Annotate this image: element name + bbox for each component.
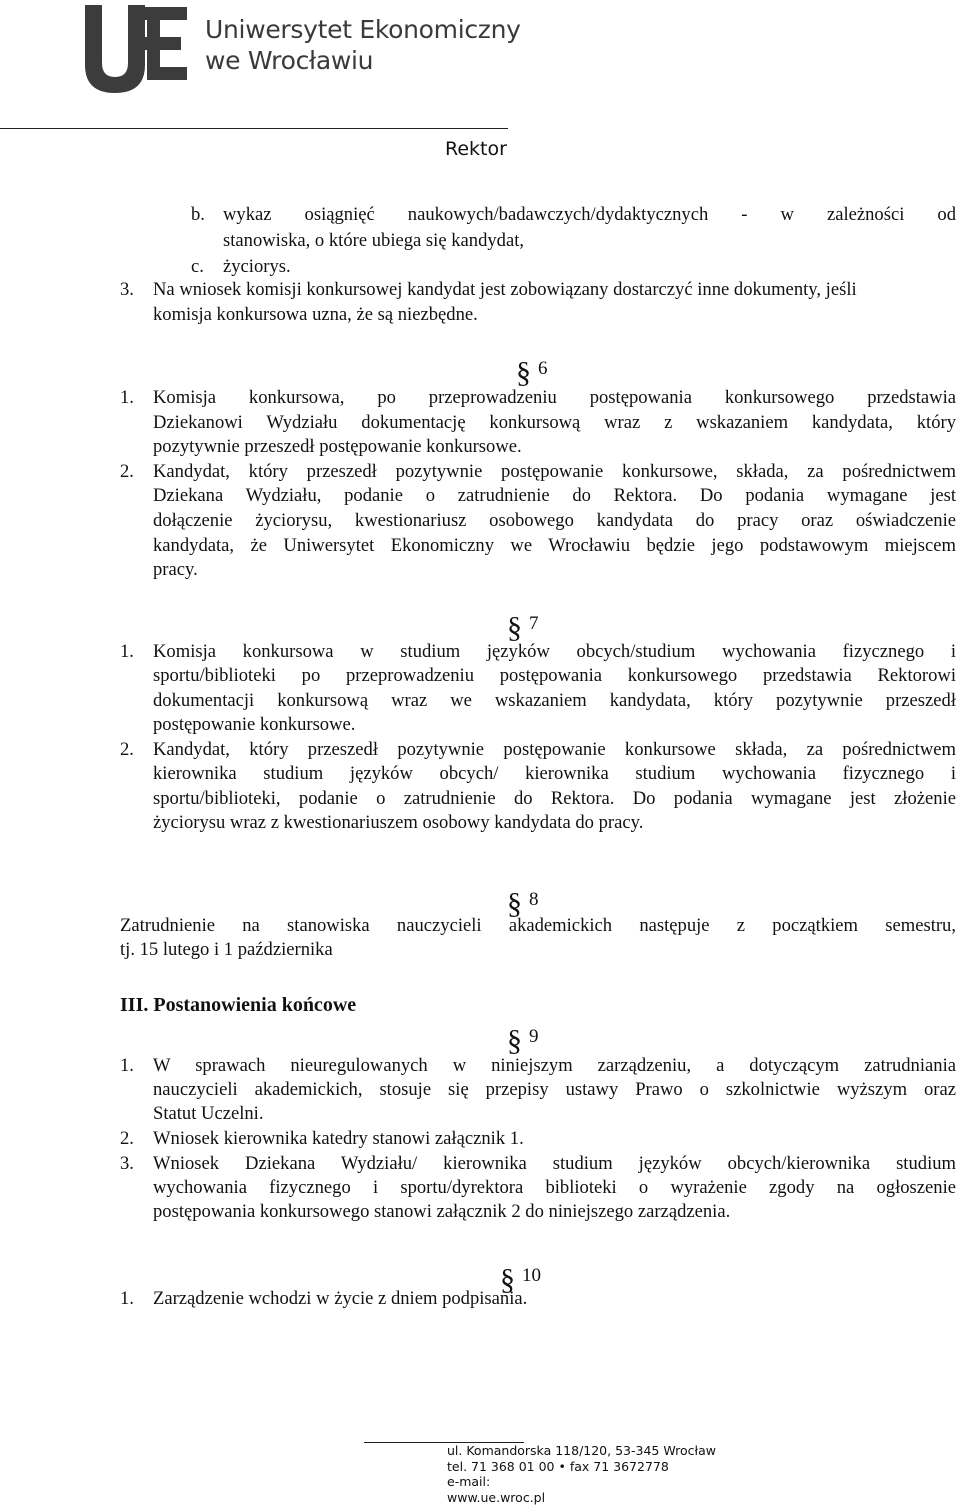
s6-para-2-marker: 2. [120,461,134,482]
s9-para-3-line2: wychowania fizycznego i sportu/dyrektora biblioteki o wyrażenie zgody na ogłoszenie [153,1177,956,1198]
s7-para-2-marker: 2. [120,739,134,760]
footer-email-label: e-mail: [447,1474,491,1489]
s9-para-1-line2: nauczycieli akademickich, stosuje się przepisy ustawy Prawo o szkolnictwie wyższym oraz [153,1079,956,1100]
footer-website: www.ue.wroc.pl [447,1489,546,1505]
s9-para-3-line1: Wniosek Dziekana Wydziału/ kierownika studium języków obcych/kierownika studium [153,1153,956,1174]
university-name [205,14,521,76]
section-6-number: 6 [538,358,548,379]
s8-line1: Zatrudnienie na stanowiska nauczycieli akademickich następuje z początkiem semestru, [120,915,956,936]
s9-para-1-line3: Statut Uczelni. [153,1103,264,1124]
header-divider [0,128,508,129]
section-heading: III. Postanowienia końcowe [120,994,357,1016]
s7-para-2-line2: kierownika studium języków obcych/ kierownika studium wychowania fizycznego i [153,763,956,784]
section-6-heading [516,348,548,389]
s6-para-2-line5: pracy. [153,559,198,580]
item-b-line1: wykaz osiągnięć naukowych/badawczych/dydaktycznych - w zależności od [223,204,956,225]
s7-para-2-line1: Kandydat, który przeszedł pozytywnie postępowanie konkursowe składa, za pośrednictwem [153,739,956,760]
footer-address: ul. Komandorska 118/120, 53-345 Wrocław [447,1443,716,1458]
section-7-heading [507,603,539,644]
s6-para-1-line2: Dziekanowi Wydziału dokumentację konkursową wraz z wskazaniem kandydata, który [153,412,956,433]
s7-para-2-line3: sportu/biblioteki, podanie o zatrudnienie do Rektora. Do podania wymagane jest złożenie [153,788,956,809]
item-c-text: życiorys. [223,256,291,277]
s9-para-3-line3: postępowania konkursowego stanowi załącznik 2 do niniejszego zarządzenia. [153,1201,731,1222]
s7-para-1-marker: 1. [120,641,134,662]
paragraph-sign-icon: § [507,1024,522,1057]
section-9-heading [507,1016,539,1057]
s10-para-1-marker: 1. [120,1288,134,1309]
s6-para-2-line2: Dziekana Wydziału, podanie o zatrudnienie do Rektora. Do podania wymagane jest [153,485,956,506]
s6-para-1-line1: Komisja konkursowa, po przeprowadzeniu postępowania konkursowego przedstawia [153,387,956,408]
s9-para-2-marker: 2. [120,1128,134,1149]
s7-para-1-line3: dokumentacji konkursową wraz we wskazaniem kandydata, który pozytywnie przeszedł [153,690,956,711]
university-name-line2: we Wrocławiu [205,46,374,75]
item-c-marker: c. [191,256,204,277]
s9-para-2-line1: Wniosek kierownika katedry stanowi załącznik 1. [153,1128,524,1149]
section-7-number: 7 [529,613,539,634]
university-logo [85,5,189,97]
office-title: Rektor [445,138,507,160]
footer-phone: tel. 71 368 01 00 • fax 71 3672778 [447,1458,669,1474]
s6-para-1-line3: pozytywnie przeszedł postępowanie konkursowe. [153,436,522,457]
s7-para-1-line1: Komisja konkursowa w studium języków obcych/studium wychowania fizycznego i [153,641,956,662]
s9-para-1-line1: W sprawach nieuregulowanych w niniejszym zarządzeniu, a dotyczącym zatrudniania [153,1055,956,1076]
s9-para-3-marker: 3. [120,1153,134,1174]
para-3-line2: komisja konkursowa uzna, że są niezbędne. [153,304,478,325]
s6-para-1-marker: 1. [120,387,134,408]
university-name-line1: Uniwersytet Ekonomiczny [205,15,521,44]
s6-para-2-line4: kandydata, że Uniwersytet Ekonomiczny we Wrocławiu będzie jego podstawowym miejscem [153,535,956,556]
s7-para-2-line4: życiorysu wraz z kwestionariuszem osobowy kandydata do pracy. [153,812,644,833]
paragraph-sign-icon: § [507,887,522,920]
section-8-number: 8 [529,889,539,910]
section-10-heading [500,1255,541,1296]
paragraph-sign-icon: § [516,356,531,389]
paragraph-sign-icon: § [507,611,522,644]
section-8-heading [507,879,539,920]
s7-para-1-line4: postępowanie konkursowe. [153,714,356,735]
s10-para-1-line1: Zarządzenie wchodzi w życie z dniem podpisania. [153,1288,528,1309]
item-b-marker: b. [191,204,205,225]
s8-line2: tj. 15 lutego i 1 października [120,939,333,960]
paragraph-sign-icon: § [500,1263,515,1296]
section-10-number: 10 [522,1265,541,1286]
para-3-line1: Na wniosek komisji konkursowej kandydat jest zobowiązany dostarczyć inne dokumenty, jeśli [153,279,857,300]
s6-para-2-line3: dołączenie życiorysu, kwestionariusz osobowego kandydata do pracy oraz oświadczenie [153,510,956,531]
item-b-line2: stanowiska, o które ubiega się kandydat, [223,230,525,251]
s6-para-2-line1: Kandydat, który przeszedł pozytywnie postępowanie konkursowe, składa, za pośrednictwem [153,461,956,482]
para-3-marker: 3. [120,279,134,300]
footer-contact [447,1443,716,1505]
s7-para-1-line2: sportu/biblioteki po przeprowadzeniu postępowania konkursowego przedstawia Rektorowi [153,665,956,686]
s9-para-1-marker: 1. [120,1055,134,1076]
section-9-number: 9 [529,1026,539,1047]
